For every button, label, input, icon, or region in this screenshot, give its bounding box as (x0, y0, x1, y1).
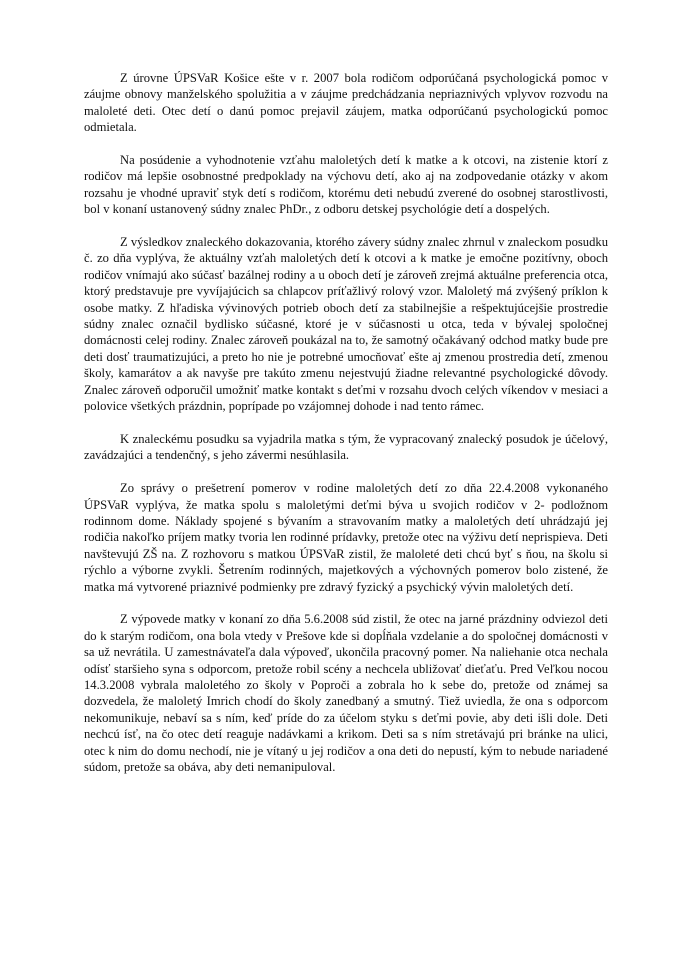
paragraph-mother-response: K znaleckému posudku sa vyjadrila matka s tým, že vypracovaný znalecký posudok je účelový, zavádzajúci a tendenčný, s jeho závermi nesúhlasila. (84, 431, 608, 463)
paragraph-psychological-help: Z úrovne ÚPSVaR Košice ešte v r. 2007 bola rodičom odporúčaná psychologická pomoc v záujme obnovy manželského spolužitia a v záujme predchádzania nepriaznivých vplyvov rozvodu na maloleté deti. Otec detí o danú pomoc prejavil záujem, matka odporúčanú psychologickú pomoc odmietala. (84, 71, 608, 135)
document-page (84, 70, 608, 792)
paragraph-expert-appointment: Na posúdenie a vyhodnotenie vzťahu maloletých detí k matke a k otcovi, na zistenie ktorí z rodičov má lepšie osobnostné predpoklady na výchovu detí, ako aj na zodpovedanie otázky v akom rozsahu je vhodné upraviť styk detí s rodičom, ktorému deti nebudú zverené do osobnej starostlivosti, bol v konaní ustanovený súdny znalec PhDr., z odboru detskej psychológie detí a dospelých. (84, 153, 608, 217)
paragraph-mother-testimony: Z výpovede matky v konaní zo dňa 5.6.2008 súd zistil, že otec na jarné prázdniny odviezol deti do k starým rodičom, ona bola vtedy v Prešove kde si dopĺňala vzdelanie a do spoločnej domácnosti v sa už nevrátila. U zamestnávateľa dala výpoveď, ukončila pracovný pomer. Na naliehanie otca nechala odísť staršieho syna s odporcom, pretože robil scény a nechcela ubližovať dieťaťu. Pred Veľkou nocou 14.3.2008 vybrala maloletého zo školy v Poproči a zobrala ho k sebe do, pretože od známej sa dozvedela, že maloletý Imrich chodí do školy zanedbaný a smutný. Tiež uviedla, že ona s odporcom nekomunikuje, nebaví sa s ním, keď príde do za účelom styku s deťmi povie, aby deti išli dole. Deti nechcú ísť, na čo otec detí reaguje nadávkami a krikom. Deti sa s ním stretávajú pri bránke na ulici, otec k nim do domu nechodí, nie je vítaný u jej rodičov a ona deti do nepustí, kým to nebude nariadené súdom, pretože sa obáva, aby deti nemanipuloval. (84, 612, 608, 774)
paragraph-household-report: Zo správy o prešetrení pomerov v rodine maloletých detí zo dňa 22.4.2008 vykonaného ÚPSVaR vyplýva, že matka spolu s maloletými deťmi býva u svojich rodičov v 2- podložnom rodinnom dome. Náklady spojené s bývaním a stravovaním matky a maloletých detí uhrádzajú jej rodičia nakoľko príjem matky tvoria len rodinné prídavky, pretože otec na výživu detí neprispieva. Deti navštevujú ZŠ na. Z rozhovoru s matkou ÚPSVaR zistil, že maloleté deti chcú byť s ňou, na školu si rýchlo a výborne zvykli. Šetrením rodinných, majetkových a výchovných pomerov bolo zistené, že matka má vytvorené priaznivé podmienky pre zdravý fyzický a psychický vývin maloletých detí. (84, 481, 608, 594)
paragraph-expert-findings: Z výsledkov znaleckého dokazovania, ktorého závery súdny znalec zhrnul v znaleckom posudku č. zo dňa vyplýva, že aktuálny vzťah maloletých detí k otcovi a k matke je emočne pozitívny, oboch rodičov vnímajú ako súčasť bazálnej rodiny a u oboch detí je zároveň zrejmá aktuálne preferencia otca, ktorý predstavuje pre vyvíjajúcich sa chlapcov príťažlivý rolový vzor. Maloletý má zvýšený príklon k osobe matky. Z hľadiska vývinových potrieb oboch detí za stabilnejšie a rešpektujúcejšie prostredie súdny znalec označil bydlisko súčasné, ktoré je v súčasnosti u otca, teda v bývalej spoločnej domácnosti celej rodiny. Znalec zároveň poukázal na to, že samotný očakávaný odchod matky bude pre deti dosť traumatizujúci, a preto ho nie je potrebné umocňovať ešte aj zmenou prostredia detí, zmenou školy, kamarátov a ak navyše pre takúto zmenu nejestvujú žiadne relevantné psychologické dôvody. Znalec zároveň odporučil umožniť matke kontakt s deťmi v rozsahu dvoch celých víkendov v mesiaci a polovice všetkých prázdnin, poprípade po vzájomnej dohode i nad tento rámec. (84, 235, 608, 414)
